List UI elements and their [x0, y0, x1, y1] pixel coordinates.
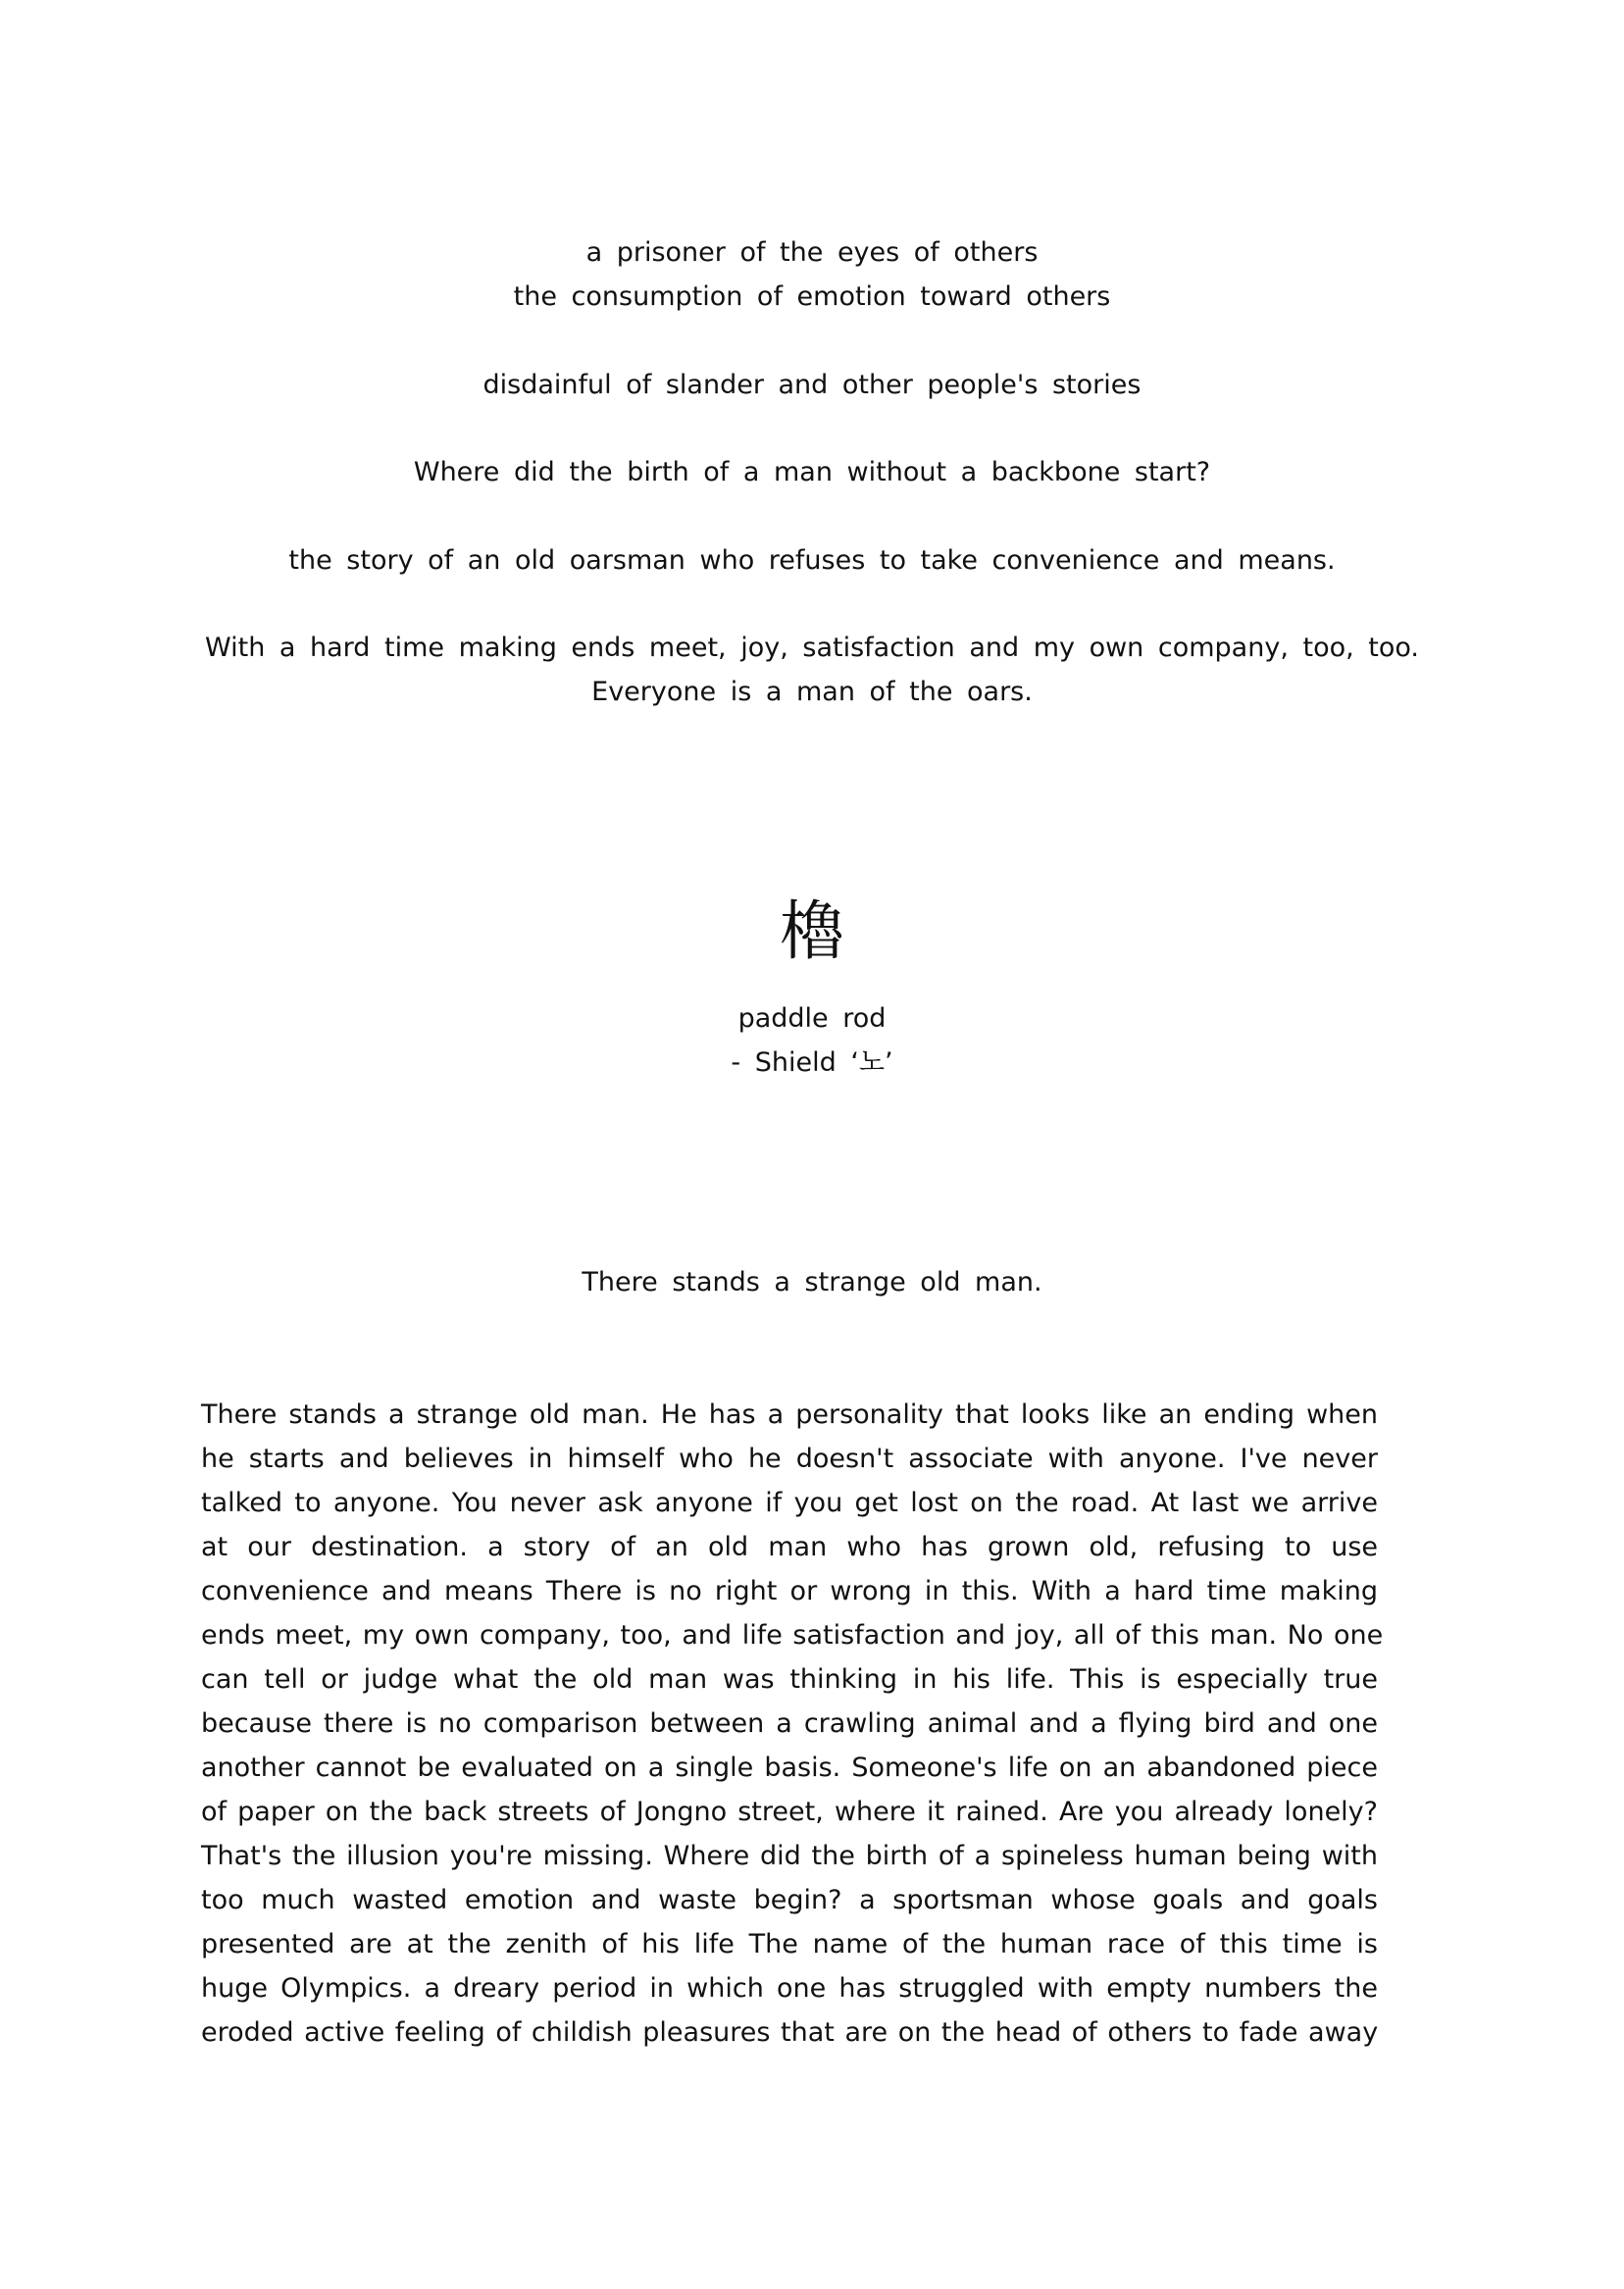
body-line: of paper on the back streets of Jongno street, where it rained. Are you already lonely? [201, 1797, 1378, 1827]
body-line: talked to anyone. You never ask anyone if you get lost on the road. At last we arrive [201, 1488, 1378, 1518]
body-line: he starts and believes in himself who he doesn't associate with anyone. I've never [201, 1444, 1378, 1474]
poem-line-4: Where did the birth of a man without a backbone start? [413, 457, 1211, 487]
title-hanja: 櫓 [780, 893, 844, 969]
poem-line-1: a prisoner of the eyes of others [585, 237, 1039, 268]
subtitle: There stands a strange old man. [582, 1267, 1042, 1297]
poem-line-2: the consumption of emotion toward others [513, 281, 1111, 312]
body-line: eroded active feeling of childish pleasures that are on the head of others to fade away [201, 2017, 1379, 2048]
body-line: because there is no comparison between a crawling animal and a flying bird and one [201, 1708, 1378, 1739]
poem-line-3: disdainful of slander and other people's stories [482, 370, 1142, 400]
body-line: presented are at the zenith of his life The name of the human race of this time is [201, 1929, 1378, 1959]
body-line: too much wasted emotion and waste begin? a sportsman whose goals and goals [201, 1885, 1378, 1915]
body-line: That's the illusion you're missing. Where did the birth of a spineless human being with [201, 1841, 1378, 1871]
body-line: at our destination. a story of an old man who has grown old, refusing to use [201, 1532, 1378, 1562]
body-line: ends meet, my own company, too, and life satisfaction and joy, all of this man. No one [201, 1620, 1384, 1651]
poem-line-6: With a hard time making ends meet, joy, satisfaction and my own company, too, too. [205, 633, 1419, 663]
body-line: another cannot be evaluated on a single basis. Someone's life on an abandoned piece [201, 1753, 1378, 1783]
poem-line-5: the story of an old oarsman who refuses to take convenience and means. [288, 545, 1336, 576]
body-line: There stands a strange old man. He has a personality that looks like an ending when [201, 1399, 1378, 1430]
poem-line-7: Everyone is a man of the oars. [591, 677, 1033, 707]
title-reading: - Shield ‘노’ [731, 1047, 893, 1078]
body-line: can tell or judge what the old man was thinking in his life. This is especially true [201, 1664, 1378, 1695]
body-line: huge Olympics. a dreary period in which one has struggled with empty numbers the [201, 1973, 1378, 2004]
body-paragraph [201, 1393, 1384, 2055]
title-meaning: paddle rod [737, 1003, 887, 1034]
body-line: convenience and means There is no right or wrong in this. With a hard time making [201, 1576, 1378, 1606]
